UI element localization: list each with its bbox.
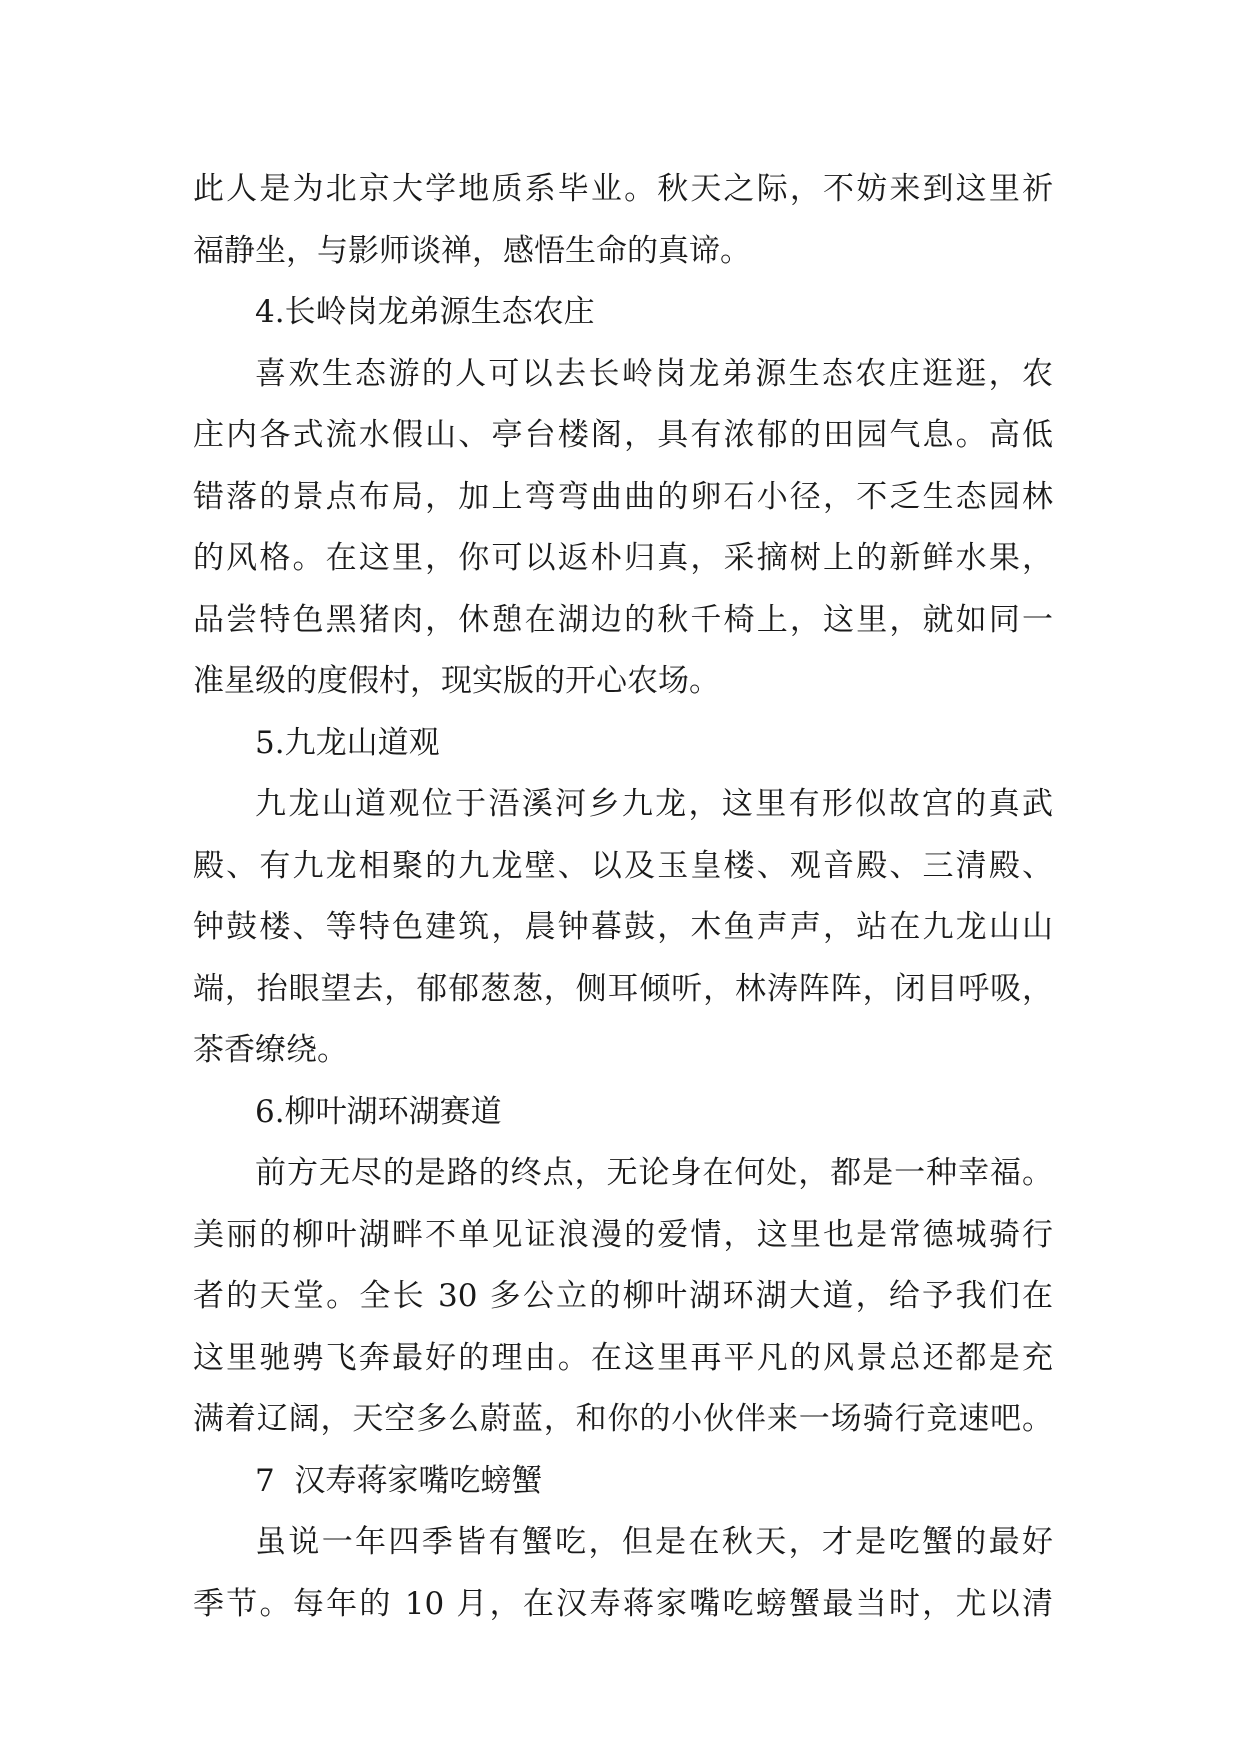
text-line: 殿、有九龙相聚的九龙壁、以及玉皇楼、观音殿、三清殿、 (193, 847, 1053, 884)
paragraph (193, 774, 1053, 1082)
text-line: 美丽的柳叶湖畔不单见证浪漫的爱情，这里也是常德城骑行 (193, 1216, 1053, 1253)
text-line: 茶香缭绕。 (193, 1032, 348, 1068)
paragraph (193, 159, 1053, 282)
text-line: 的风格。在这里，你可以返朴归真，采摘树上的新鲜水果， (193, 540, 1053, 576)
text-line: 季节。每年的 10 月，在汉寿蒋家嘴吃螃蟹最当时，尤以清 (193, 1585, 1053, 1622)
section-heading: 6.柳叶湖环湖赛道 (255, 1093, 502, 1130)
text-line: 错落的景点布局，加上弯弯曲曲的卵石小径，不乏生态园林 (193, 478, 1053, 515)
text-line: 者的天堂。全长 30 多公立的柳叶湖环湖大道，给予我们在 (193, 1278, 1053, 1314)
text-line: 品尝特色黑猪肉，休憩在湖边的秋千椅上，这里，就如同一 (193, 601, 1053, 638)
text-line: 九龙山道观位于浯溪河乡九龙，这里有形似故宫的真武 (255, 786, 1053, 822)
paragraph (193, 1143, 1053, 1451)
text-line: 这里驰骋飞奔最好的理由。在这里再平凡的风景总还都是充 (193, 1339, 1053, 1376)
text-line: 喜欢生态游的人可以去长岭岗龙弟源生态农庄逛逛，农 (255, 355, 1053, 392)
section-heading: 7 汉寿蒋家嘴吃螃蟹 (255, 1462, 543, 1499)
text-line: 前方无尽的是路的终点，无论身在何处，都是一种幸福。 (255, 1155, 1053, 1191)
text-line: 钟鼓楼、等特色建筑，晨钟暮鼓，木鱼声声，站在九龙山山 (193, 909, 1053, 945)
paragraph (193, 1512, 1053, 1635)
text-line: 准星级的度假村，现实版的开心农场。 (193, 663, 720, 699)
text-line: 此人是为北京大学地质系毕业。秋天之际，不妨来到这里祈 (193, 171, 1053, 207)
section-heading: 5.九龙山道观 (255, 724, 440, 761)
text-line: 庄内各式流水假山、亭台楼阁，具有浓郁的田园气息。高低 (193, 417, 1053, 453)
text-line: 端，抬眼望去，郁郁葱葱，侧耳倾听，林涛阵阵，闭目呼吸， (193, 970, 1053, 1007)
text-line: 虽说一年四季皆有蟹吃，但是在秋天，才是吃蟹的最好 (255, 1524, 1053, 1560)
paragraph (193, 344, 1053, 713)
text-line: 满着辽阔，天空多么蔚蓝，和你的小伙伴来一场骑行竞速吧。 (193, 1401, 1053, 1437)
document-body (193, 159, 1053, 1635)
section-heading: 4.长岭岗龙弟源生态农庄 (255, 294, 595, 330)
text-line: 福静坐，与影师谈禅，感悟生命的真谛。 (193, 232, 751, 269)
